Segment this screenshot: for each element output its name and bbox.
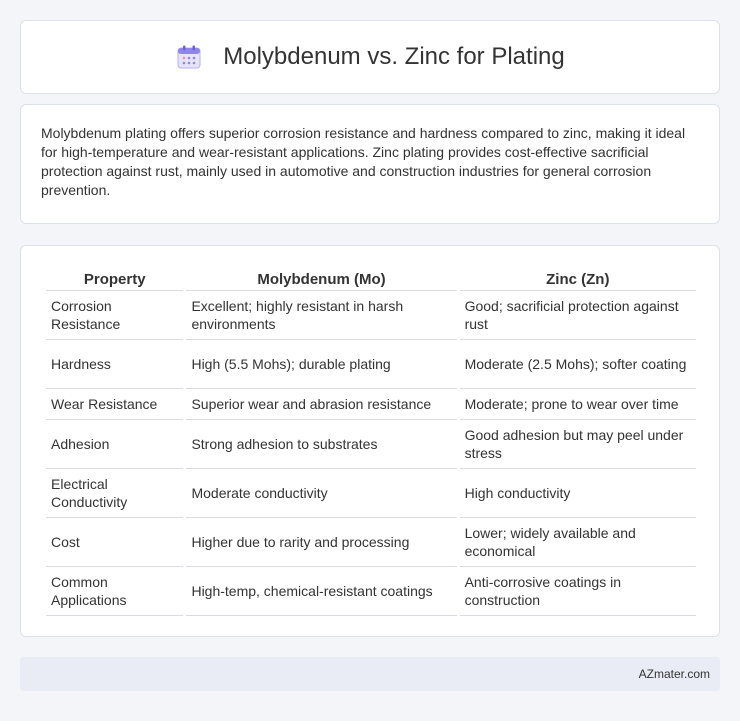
table-row: [46, 567, 696, 616]
property-cell: Hardness: [46, 340, 183, 389]
summary-card: [20, 104, 720, 224]
header-zinc: Zinc (Zn): [460, 264, 696, 291]
molybdenum-cell: Excellent; highly resistant in harsh environments: [186, 291, 456, 340]
table-row: [46, 340, 696, 389]
molybdenum-cell: Moderate conductivity: [186, 469, 456, 518]
table-row: [46, 420, 696, 469]
comparison-table: [43, 264, 699, 616]
property-cell: Cost: [46, 518, 183, 567]
footer-source-text: AZmater.com: [638, 667, 710, 681]
page-title: Molybdenum vs. Zinc for Plating: [223, 43, 565, 70]
zinc-cell: High conductivity: [460, 469, 696, 518]
molybdenum-cell: Strong adhesion to substrates: [186, 420, 456, 469]
header-property: Property: [46, 264, 183, 291]
zinc-cell: Moderate (2.5 Mohs); softer coating: [460, 340, 696, 389]
zinc-cell: Good; sacrificial protection against rust: [460, 291, 696, 340]
molybdenum-cell: High (5.5 Mohs); durable plating: [186, 340, 456, 389]
molybdenum-cell: High-temp, chemical-resistant coatings: [186, 567, 456, 616]
table-row: [46, 469, 696, 518]
table-row: [46, 518, 696, 567]
calendar-icon: [175, 43, 203, 71]
table-row: [46, 389, 696, 420]
molybdenum-cell: Superior wear and abrasion resistance: [186, 389, 456, 420]
zinc-cell: Anti-corrosive coatings in construction: [460, 567, 696, 616]
zinc-cell: Lower; widely available and economical: [460, 518, 696, 567]
property-cell: Electrical Conductivity: [46, 469, 183, 518]
property-cell: Corrosion Resistance: [46, 291, 183, 340]
zinc-cell: Moderate; prone to wear over time: [460, 389, 696, 420]
summary-text: Molybdenum plating offers superior corrosion resistance and hardness compared to zinc, making it ideal for high-temperature and wear-resistant applications. Zinc plating provides cost-effective sacrificial protection against rust, mainly used in automotive and construction industries for general corrosion prevention.: [41, 125, 686, 198]
title-card: [20, 20, 720, 94]
molybdenum-cell: Higher due to rarity and processing: [186, 518, 456, 567]
comparison-table-card: [20, 245, 720, 637]
table-row: [46, 291, 696, 340]
table-header-row: [46, 264, 696, 291]
property-cell: Adhesion: [46, 420, 183, 469]
property-cell: Wear Resistance: [46, 389, 183, 420]
footer: [20, 657, 720, 691]
property-cell: Common Applications: [46, 567, 183, 616]
zinc-cell: Good adhesion but may peel under stress: [460, 420, 696, 469]
header-molybdenum: Molybdenum (Mo): [186, 264, 456, 291]
